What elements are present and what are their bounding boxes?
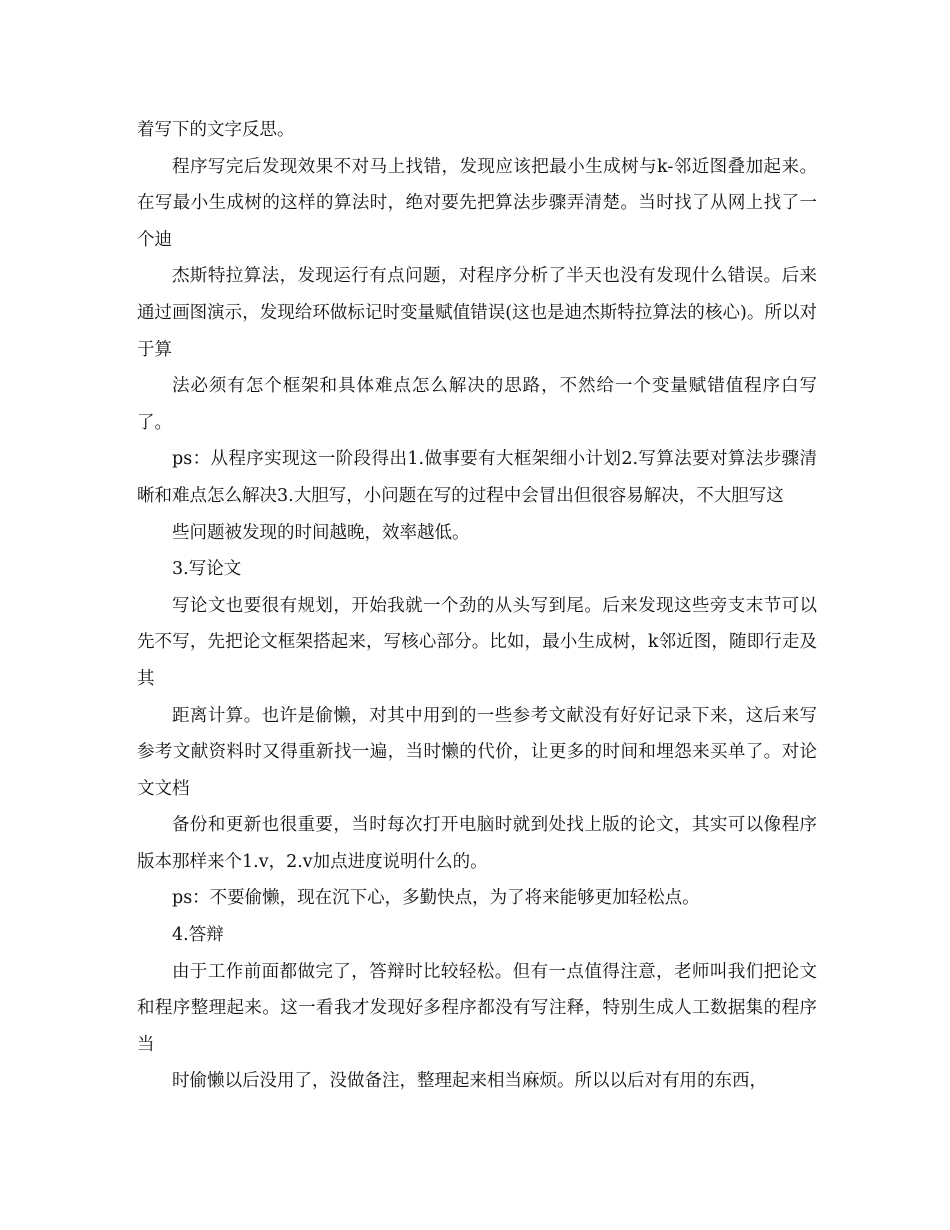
paragraph: 备份和更新也很重要，当时每次打开电脑时就到处找上版的论文，其实可以像程序版本那样来个1.v，2.v加点进度说明什么的。 xyxy=(137,815,817,872)
paragraph: 法必须有怎个框架和具体难点怎么解决的思路，不然给一个变量赋错值程序白写了。 xyxy=(137,376,817,433)
paragraph: 时偷懒以后没用了，没做备注，整理起来相当麻烦。所以以后对有用的东西， xyxy=(172,1071,767,1092)
paragraph: 杰斯特拉算法，发现运行有点问题，对程序分析了半天也没有发现什么错误。后来通过画图演示，发现给环做标记时变量赋值错误(这也是迪杰斯特拉算法的核心)。所以对于算 xyxy=(137,266,817,360)
section-heading: 4.答辩 xyxy=(172,925,224,946)
document-body xyxy=(137,112,817,1100)
paragraph: 距离计算。也许是偷懒，对其中用到的一些参考文献没有好好记录下来，这后来写参考文献资料时又得重新找一遍，当时懒的代价，让更多的时间和埋怨来买单了。对论文文档 xyxy=(137,705,817,799)
paragraph: 程序写完后发现效果不对马上找错，发现应该把最小生成树与k-邻近图叠加起来。在写最小生成树的这样的算法时，绝对要先把算法步骤弄清楚。当时找了从网上找了一个迪 xyxy=(137,156,817,250)
paragraph: ps：从程序实现这一阶段得出1.做事要有大框架细小计划2.写算法要对算法步骤清晰和难点怎么解决3.大胆写，小问题在写的过程中会冒出但很容易解决，不大胆写这 xyxy=(137,449,817,506)
paragraph: 由于工作前面都做完了，答辩时比较轻松。但有一点值得注意，老师叫我们把论文和程序整理起来。这一看我才发现好多程序都没有写注释，特别生成人工数据集的程序当 xyxy=(137,961,817,1055)
paragraph-continuation: 着写下的文字反思。 xyxy=(137,120,295,140)
paragraph: 写论文也要很有规划，开始我就一个劲的从头写到尾。后来发现这些旁支末节可以先不写，先把论文框架搭起来，写核心部分。比如，最小生成树，k邻近图，随即行走及其 xyxy=(137,595,817,689)
paragraph: ps：不要偷懒，现在沉下心，多勤快点，为了将来能够更加轻松点。 xyxy=(172,888,700,909)
paragraph: 些问题被发现的时间越晚，效率越低。 xyxy=(172,522,470,543)
section-heading: 3.写论文 xyxy=(172,559,242,580)
